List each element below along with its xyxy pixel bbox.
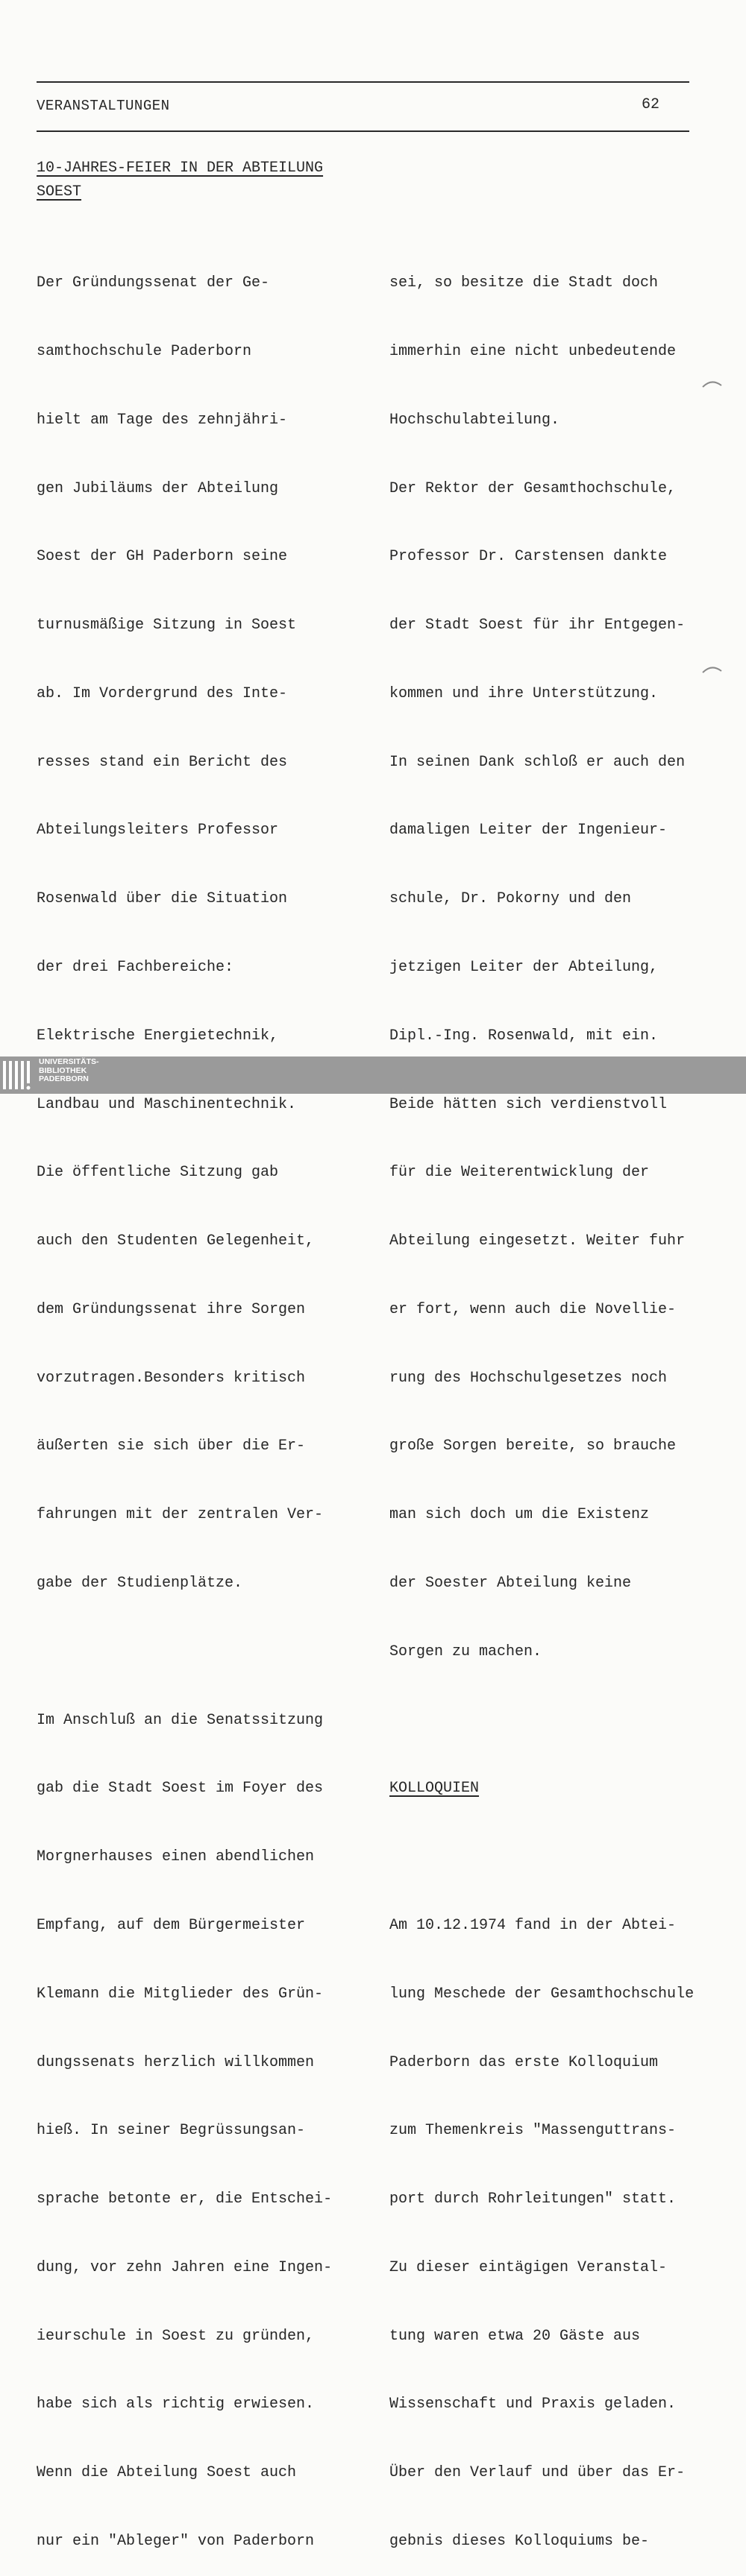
text-line: sprache betonte er, die Entschei- [37, 2191, 333, 2208]
text-line: Rosenwald über die Situation [37, 890, 288, 908]
text-line: samthochschule Paderborn [37, 342, 252, 360]
punch-hole-mark [701, 662, 724, 677]
text-line: große Sorgen bereite, so brauche [389, 1437, 677, 1455]
text-line: Dipl.-Ing. Rosenwald, mit ein. [389, 1027, 659, 1045]
text-line: rung des Hochschulgesetzes noch [389, 1369, 668, 1387]
article-heading-line: 10-JAHRES-FEIER IN DER ABTEILUNG [37, 160, 324, 177]
text-line: der Soester Abteilung keine [389, 1575, 632, 1593]
text-line: lung Meschede der Gesamthochschule [389, 1985, 695, 2003]
text-line: fahrungen mit der zentralen Ver- [37, 1506, 324, 1524]
text-line: der drei Fachbereiche: [37, 959, 234, 976]
text-line: gen Jubiläums der Abteilung [37, 479, 279, 497]
library-footer [0, 1056, 746, 1094]
text-line: hielt am Tage des zehnjähri- [37, 411, 288, 429]
text-line: damaligen Leiter der Ingenieur- [389, 822, 668, 840]
text-line: Zu dieser eintägigen Veranstal- [389, 2258, 668, 2276]
text-line: port durch Rohrleitungen" statt. [389, 2191, 677, 2208]
text-line: gab die Stadt Soest im Foyer des [37, 1780, 324, 1798]
text-line: Wenn die Abteilung Soest auch [37, 2464, 297, 2482]
text-line: turnusmäßige Sitzung in Soest [37, 617, 297, 634]
text-line: Hochschulabteilung. [389, 411, 560, 429]
library-name-line: UNIVERSITÄTS- [39, 1057, 99, 1066]
library-name-line: PADERBORN [39, 1074, 89, 1083]
text-line: Soest der GH Paderborn seine [37, 548, 288, 566]
section-heading-kolloquien: KOLLOQUIEN [389, 1780, 480, 1798]
library-logo-icon [2, 1059, 32, 1091]
article-heading [37, 157, 323, 204]
right-column [389, 227, 694, 2576]
text-line: man sich doch um die Existenz [389, 1506, 650, 1524]
text-line: Der Gründungssenat der Ge- [37, 274, 270, 292]
text-line: Klemann die Mitglieder des Grün- [37, 1985, 324, 2003]
text-line: Über den Verlauf und über das Er- [389, 2464, 686, 2482]
text-line: Professor Dr. Carstensen dankte [389, 548, 668, 566]
paragraph-gap [37, 1641, 332, 1664]
text-line: Am 10.12.1974 fand in der Abtei- [389, 1916, 677, 1934]
text-line: gabe der Studienplätze. [37, 1575, 243, 1593]
text-line: auch den Studenten Gelegenheit, [37, 1232, 315, 1250]
page-number: 62 [642, 96, 660, 113]
text-line: für die Weiterentwicklung der [389, 1164, 650, 1182]
paragraph-gap [389, 1846, 694, 1869]
text-line: Landbau und Maschinentechnik. [37, 1095, 297, 1113]
text-line: dung, vor zehn Jahren eine Ingen- [37, 2258, 333, 2276]
text-line: Abteilungsleiters Professor [37, 822, 279, 840]
text-line: resses stand ein Bericht des [37, 753, 288, 771]
header-bottom-rule [37, 130, 689, 132]
text-line: der Stadt Soest für ihr Entgegen- [389, 617, 686, 634]
text-line: Paderborn das erste Kolloquium [389, 2053, 659, 2071]
text-line: vorzutragen.Besonders kritisch [37, 1369, 306, 1387]
text-line: kommen und ihre Unterstützung. [389, 684, 659, 702]
text-line: Beide hätten sich verdienstvoll [389, 1095, 668, 1113]
text-line: Die öffentliche Sitzung gab [37, 1164, 279, 1182]
text-line: jetzigen Leiter der Abteilung, [389, 959, 659, 976]
text-line: schule, Dr. Pokorny und den [389, 890, 632, 908]
text-line: Empfang, auf dem Bürgermeister [37, 1916, 306, 1934]
article-heading-line: SOEST [37, 183, 82, 201]
text-line: habe sich als richtig erwiesen. [37, 2396, 315, 2413]
text-line: Abteilung eingesetzt. Weiter fuhr [389, 1232, 686, 1250]
library-name-line: BIBLIOTHEK [39, 1065, 87, 1075]
text-line: Elektrische Energietechnik, [37, 1027, 279, 1045]
text-line: Wissenschaft und Praxis geladen. [389, 2396, 677, 2413]
text-line: Im Anschluß an die Senatssitzung [37, 1711, 324, 1729]
left-column [37, 227, 332, 2576]
text-line: immerhin eine nicht unbedeutende [389, 342, 677, 360]
text-line: nur ein "Ableger" von Paderborn [37, 2532, 315, 2550]
text-line: Morgnerhauses einen abendlichen [37, 1848, 315, 1866]
header-top-rule [37, 81, 689, 83]
punch-hole-mark [701, 377, 724, 391]
text-line: In seinen Dank schloß er auch den [389, 753, 686, 771]
text-line: äußerten sie sich über die Er- [37, 1437, 306, 1455]
text-line: ab. Im Vordergrund des Inte- [37, 684, 288, 702]
text-line: sei, so besitze die Stadt doch [389, 274, 659, 292]
text-line: Der Rektor der Gesamthochschule, [389, 479, 677, 497]
section-label: VERANSTALTUNGEN [37, 98, 170, 114]
text-line: dem Gründungssenat ihre Sorgen [37, 1300, 306, 1318]
text-line: tung waren etwa 20 Gäste aus [389, 2327, 641, 2345]
text-line: er fort, wenn auch die Novellie- [389, 1300, 677, 1318]
text-line: ieurschule in Soest zu gründen, [37, 2327, 315, 2345]
text-line: Sorgen zu machen. [389, 1643, 542, 1660]
text-line: dungssenats herzlich willkommen [37, 2053, 315, 2071]
library-name [39, 1058, 99, 1084]
text-line: gebnis dieses Kolloquiums be- [389, 2532, 650, 2550]
paragraph-gap [389, 1710, 694, 1733]
text-line: zum Themenkreis "Massenguttrans- [389, 2122, 677, 2140]
text-line: hieß. In seiner Begrüssungsan- [37, 2122, 306, 2140]
